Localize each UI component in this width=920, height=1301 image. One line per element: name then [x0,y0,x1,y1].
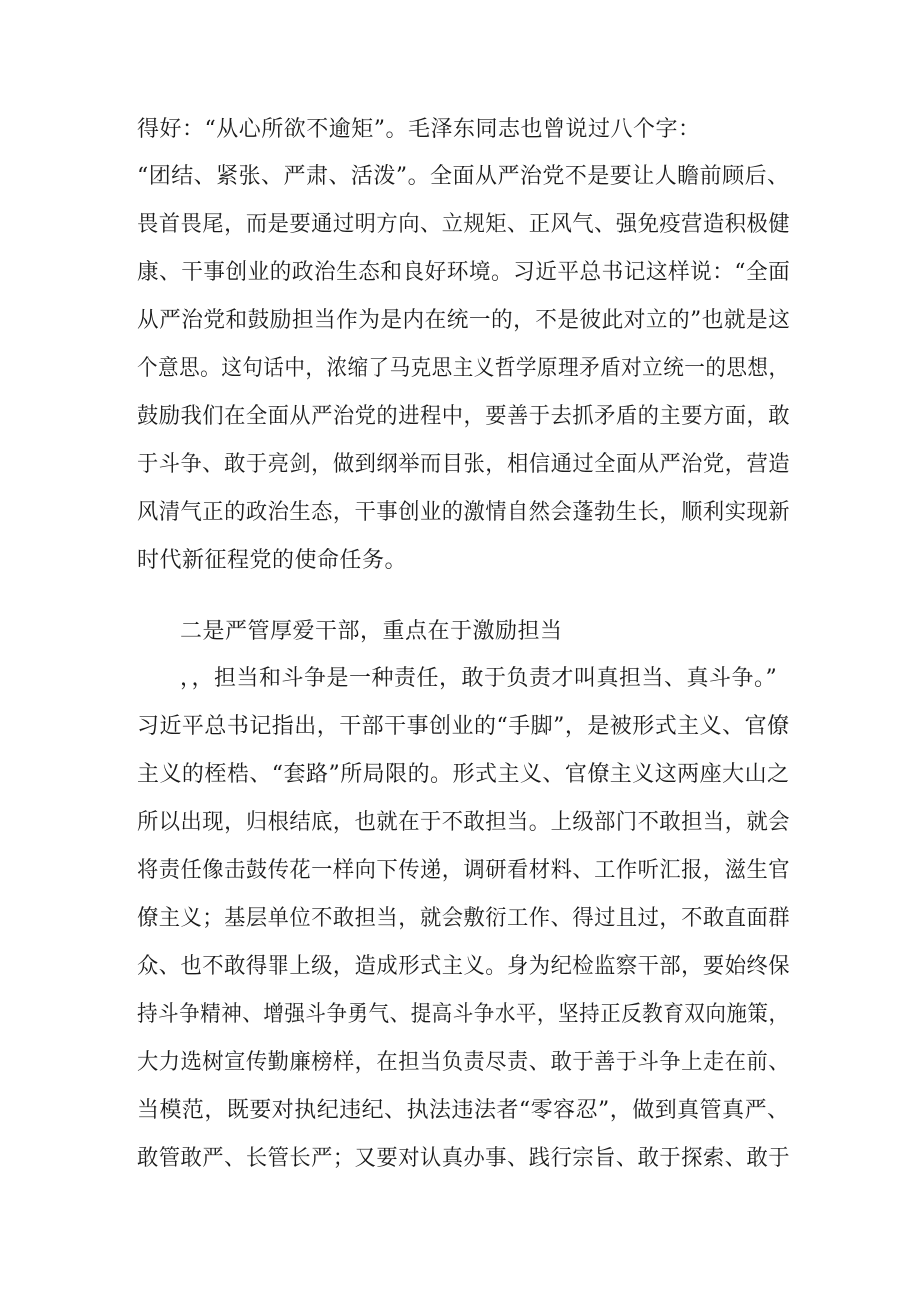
text-line: 敢管敢严、长管长严；又要对认真办事、践行宗旨、敢于探索、敢于 [137,1146,791,1171]
text-line: 众、也不敢得罪上级，造成形式主义。身为纪检监察干部，要始终保 [137,954,791,979]
text-line: 风清气正的政治生态，干事创业的激情自然会蓬勃生长，顺利实现新 [137,500,791,525]
text-line: 习近平总书记指出，干部干事创业的“手脚”，是被形式主义、官僚 [137,714,790,739]
text-line: 持斗争精神、增强斗争勇气、提高斗争水平，坚持正反教育双向施策， [137,1002,790,1027]
text-line: 于斗争、敢于亮剑，做到纲举而目张，相信通过全面从严治党，营造 [137,452,791,477]
text-line: ，，担当和斗争是一种责任，敢于负责才叫真担当、真斗争。” [180,666,778,691]
text-line: “团结、紧张、严肃、活泼”。全面从严治党不是要让人瞻前顾后、 [137,164,790,189]
text-line: 得好：“从心所欲不逾矩”。毛泽东同志也曾说过八个字： [137,117,701,142]
text-line: 鼓励我们在全面从严治党的进程中，要善于去抓矛盾的主要方面，敢 [137,404,791,429]
section-heading: 二是严管厚爱干部，重点在于激励担当 [180,619,563,644]
text-line: 大力选树宣传勤廉榜样，在担当负责尽责、敢于善于斗争上走在前、 [137,1050,791,1075]
text-line: 主义的桎梏、“套路”所局限的。形式主义、官僚主义这两座大山之 [137,762,790,787]
text-line: 时代新征程党的使命任务。 [137,548,408,573]
text-line: 当模范，既要对执纪违纪、执法违法者“零容忍”，做到真管真严、 [137,1098,790,1123]
text-line: 畏首畏尾，而是要通过明方向、立规矩、正风气、强免疫营造积极健 [137,212,791,237]
text-line: 康、干事创业的政治生态和良好环境。习近平总书记这样说：“全面 [137,260,791,285]
text-line: 僚主义；基层单位不敢担当，就会敷衍工作、得过且过，不敢直面群 [137,906,791,931]
text-line: 从严治党和鼓励担当作为是内在统一的，不是彼此对立的”也就是这 [137,308,791,333]
text-line: 将责任像击鼓传花一样向下传递，调研看材料、工作听汇报，滋生官 [137,858,791,883]
text-line: 个意思。这句话中，浓缩了马克思主义哲学原理矛盾对立统一的思想， [137,356,790,381]
text-line: 所以出现，归根结底，也就在于不敢担当。上级部门不敢担当，就会 [137,810,791,835]
